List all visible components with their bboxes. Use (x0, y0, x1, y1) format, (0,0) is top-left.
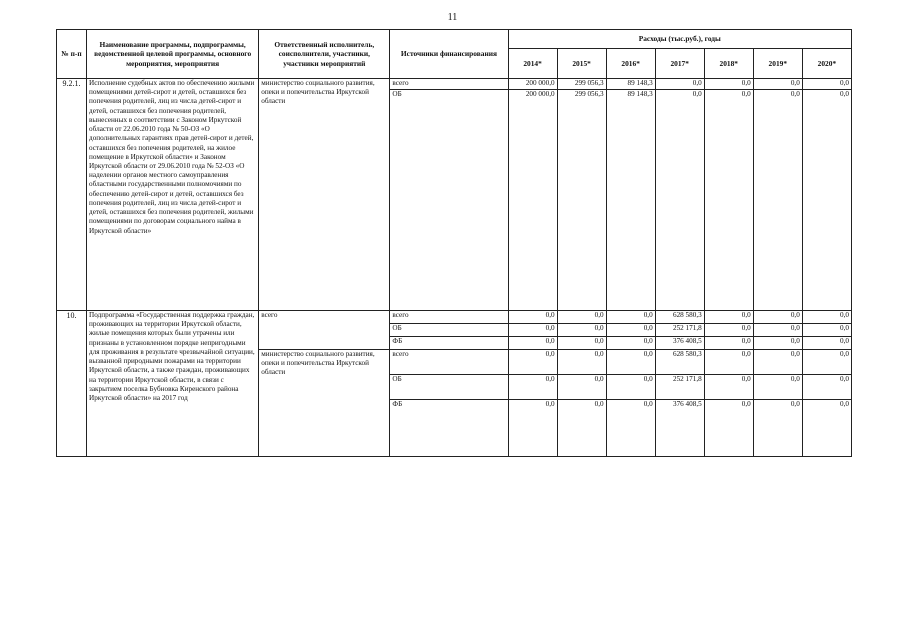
value-cell: 299 056,3 (557, 90, 606, 311)
source-label: ФБ (390, 337, 508, 350)
value-cell: 0,0 (802, 337, 851, 350)
value-cell: 0,0 (753, 350, 802, 375)
value-cell: 0,0 (508, 337, 557, 350)
value-cell: 299 056,3 (557, 79, 606, 90)
value-cell: 0,0 (508, 375, 557, 400)
source-label: всего (390, 350, 508, 375)
value-cell: 628 580,3 (655, 311, 704, 324)
budget-table (56, 29, 852, 457)
value-cell: 0,0 (704, 337, 753, 350)
value-cell: 0,0 (802, 79, 851, 90)
header-year: 2017* (655, 49, 704, 79)
value-cell: 0,0 (802, 350, 851, 375)
header-index: № п-п (57, 30, 87, 79)
source-label: ОБ (390, 90, 508, 311)
value-cell: 0,0 (655, 90, 704, 311)
table-row (57, 311, 852, 324)
value-cell: 0,0 (704, 400, 753, 457)
value-cell: 200 000,0 (508, 79, 557, 90)
value-cell: 252 171,8 (655, 375, 704, 400)
value-cell: 0,0 (753, 400, 802, 457)
value-cell: 0,0 (557, 311, 606, 324)
value-cell: 0,0 (753, 79, 802, 90)
value-cell: 0,0 (704, 311, 753, 324)
source-label: ОБ (390, 375, 508, 400)
value-cell: 0,0 (753, 375, 802, 400)
source-label: ФБ (390, 400, 508, 457)
value-cell: 0,0 (753, 90, 802, 311)
value-cell: 0,0 (557, 350, 606, 375)
value-cell: 0,0 (557, 400, 606, 457)
value-cell: 0,0 (508, 311, 557, 324)
value-cell: 0,0 (704, 375, 753, 400)
value-cell: 0,0 (802, 400, 851, 457)
header-year: 2016* (606, 49, 655, 79)
row-name: Исполнение судебных актов по обеспечению жилыми помещениями детей-сирот и детей, оставшихся без попечения родителей, лиц из числа детей-сирот и детей, оставшихся без попечения родителей, вынесенных в соответствии с Законом Иркутской области от 22.06.2010 года № 50-ОЗ «О дополнительных гарантиях прав детей-сирот и детей, оставшихся без попечения родителей, на жилое помещение в Иркутской области» и Законом Иркутской области от 29.06.2010 года № 52-ОЗ «О наделении органов местного самоуправления областными государственными полномочиями по обеспечению детей-сирот и детей, оставшихся без попечения родителей, лиц из числа детей-сирот и детей, оставшихся без попечения родителей, жилыми помещениями по договорам социального найма в Иркутской области» (87, 79, 259, 311)
value-cell: 0,0 (606, 311, 655, 324)
header-year: 2014* (508, 49, 557, 79)
value-cell: 0,0 (802, 324, 851, 337)
value-cell: 0,0 (704, 79, 753, 90)
value-cell: 0,0 (508, 350, 557, 375)
header-row (57, 30, 852, 49)
header-executor: Ответственный исполнитель, соисполнители, участники, участники мероприятий (259, 30, 390, 79)
value-cell: 200 000,0 (508, 90, 557, 311)
value-cell: 0,0 (508, 324, 557, 337)
value-cell: 0,0 (704, 90, 753, 311)
value-cell: 0,0 (557, 337, 606, 350)
header-year: 2018* (704, 49, 753, 79)
source-label: всего (390, 311, 508, 324)
header-source: Источники финансирования (390, 30, 508, 79)
value-cell: 0,0 (753, 337, 802, 350)
value-cell: 0,0 (655, 79, 704, 90)
value-cell: 0,0 (606, 324, 655, 337)
value-cell: 252 171,8 (655, 324, 704, 337)
value-cell: 376 408,5 (655, 337, 704, 350)
value-cell: 89 148,3 (606, 79, 655, 90)
value-cell: 0,0 (508, 400, 557, 457)
header-year: 2015* (557, 49, 606, 79)
table-row (57, 79, 852, 90)
value-cell: 628 580,3 (655, 350, 704, 375)
row-executor: всего (259, 311, 390, 350)
value-cell: 0,0 (606, 375, 655, 400)
value-cell: 0,0 (557, 375, 606, 400)
value-cell: 0,0 (704, 350, 753, 375)
value-cell: 0,0 (802, 311, 851, 324)
source-label: ОБ (390, 324, 508, 337)
value-cell: 0,0 (606, 337, 655, 350)
value-cell: 0,0 (802, 375, 851, 400)
value-cell: 0,0 (802, 90, 851, 311)
page-number: 11 (447, 12, 458, 23)
value-cell: 0,0 (606, 400, 655, 457)
value-cell: 0,0 (753, 324, 802, 337)
value-cell: 89 148,3 (606, 90, 655, 311)
value-cell: 0,0 (557, 324, 606, 337)
source-label: всего (390, 79, 508, 90)
header-year: 2020* (802, 49, 851, 79)
row-index: 10. (57, 311, 87, 457)
row-executor: министерство социального развития, опеки и попечительства Иркутской области (259, 350, 390, 457)
row-name: Подпрограмма «Государственная поддержка граждан, проживающих на территории Иркутской области, жилые помещения которых были утрачены или признаны в установленном порядке непригодными для проживания в результате чрезвычайной ситуации, вызванной природными пожарами на территории Иркутской области, а также граждан, проживающих на территории Иркутской области, в связи с закрытием поселка Бубновка Киренского района Иркутской области» на 2017 год (87, 311, 259, 457)
value-cell: 0,0 (606, 350, 655, 375)
header-year: 2019* (753, 49, 802, 79)
value-cell: 0,0 (704, 324, 753, 337)
value-cell: 376 408,5 (655, 400, 704, 457)
row-executor: министерство социального развития, опеки и попечительства Иркутской области (259, 79, 390, 311)
header-expenses: Расходы (тыс.руб.), годы (508, 30, 851, 49)
header-name: Наименование программы, подпрограммы, ведомственной целевой программы, основного мероприятия, мероприятия (87, 30, 259, 79)
value-cell: 0,0 (753, 311, 802, 324)
row-index: 9.2.1. (57, 79, 87, 311)
